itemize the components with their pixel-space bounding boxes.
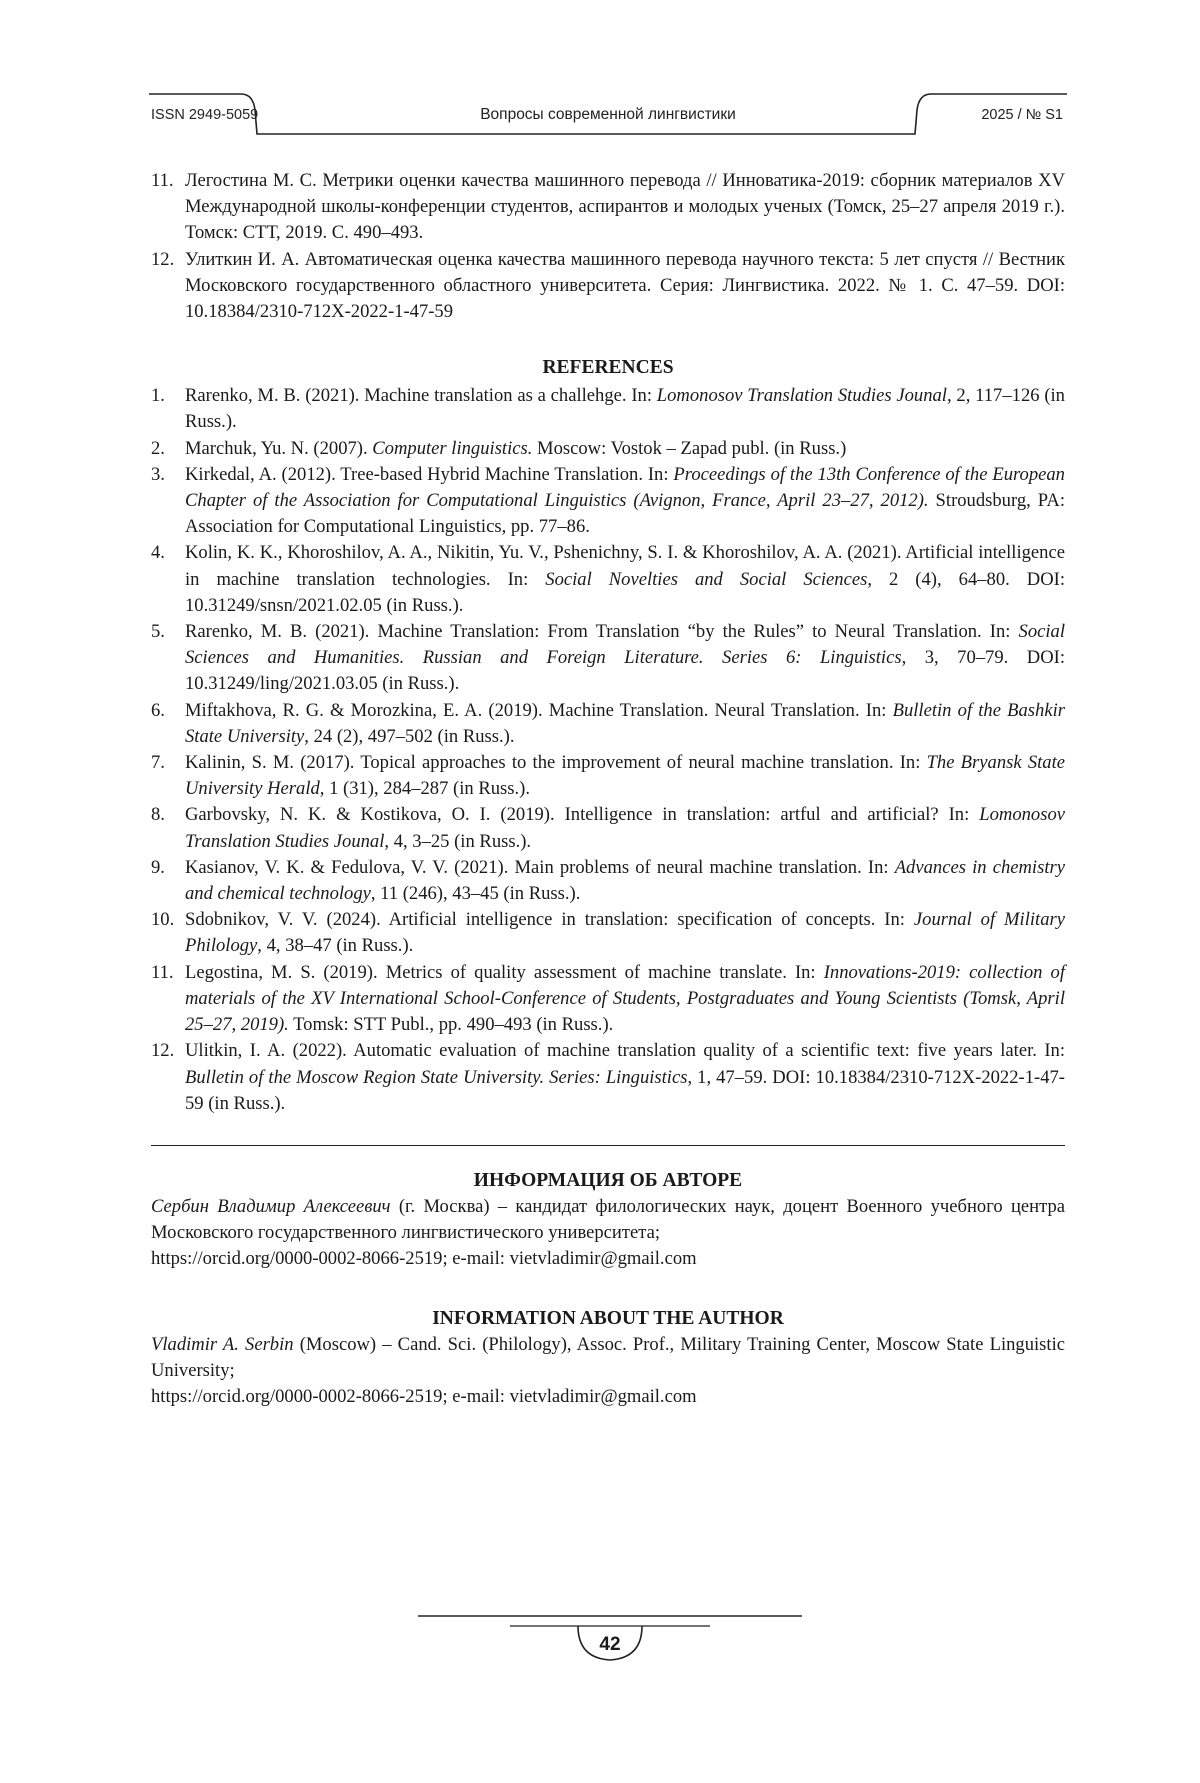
author-info-ru [151,1168,1065,1273]
list-item [151,960,1065,1039]
ref-details: , 2 (4), 64–80. DOI: 10.31249/snsn/2021.02.05 (in Russ.). [185,568,1065,616]
ref-number: 2. [151,437,165,459]
ref-text: Garbovsky, N. K. & Kostikova, O. I. (2019). Intelligence in translation: artful and artificial? In: [185,804,980,826]
ref-number: 6. [151,699,165,721]
issn: ISSN 2949-5059 [151,107,259,123]
ref-text: Kasianov, V. K. & Fedulova, V. V. (2021). Main problems of neural machine translation. In: [185,856,895,878]
ref-source-title: Social Sciences and Humanities. Russian and Foreign Literature. Series 6: Linguistics [185,621,1065,669]
list-item [151,750,1065,802]
ref-details: , 3, 70–79. DOI: 10.31249/ling/2021.03.05 (in Russ.). [185,647,1065,695]
author-info-en-heading: INFORMATION ABOUT THE AUTHOR [432,1308,784,1329]
author-info-ru-heading: ИНФОРМАЦИЯ ОБ АВТОРЕ [473,1170,743,1191]
author-name-ru: Сербин Владимир Алексеевич [151,1196,391,1217]
ref-text: Kolin, K. K., Khoroshilov, A. A., Nikitin, Yu. V., Pshenichny, S. I. & Khoroshilov, A. A. (2021). Artificial intelligence in machine translation technologies. In: [185,542,1065,590]
author-contacts-ru: https://orcid.org/0000-0002-8066-2519; e-mail: vietvladimir@gmail.com [151,1248,697,1270]
ref-source-title: Advances in chemistry and chemical technology [185,856,1065,905]
author-info-ru-body [151,1194,1065,1246]
page-footer [418,1614,802,1674]
list-item [151,540,1065,619]
ref-text: Легостина М. С. Метрики оценки качества машинного перевода // Инноватика-2019: сборник материалов XV Международной школы-конференции студентов, аспирантов и молодых ученых (Томск, 25–27 апреля 2019 г.). Томск: СТТ, 2019. С. 490–493. [185,170,1065,244]
ref-number: 8. [151,804,165,826]
ref-text: Legostina, M. S. (2019). Metrics of quality assessment of machine translate. In: [185,961,824,983]
list-item [151,619,1065,698]
list-item [151,907,1065,959]
ref-text: Rarenko, M. B. (2021). Machine Translation: From Translation “by the Rules” to Neural Translation. In: [185,621,1019,643]
page-number: 42 [599,1634,621,1655]
russian-reference-list [151,168,1065,325]
list-item [151,855,1065,907]
ref-details: , 11 (246), 43–45 (in Russ.). [370,883,581,905]
ref-number: 7. [151,752,165,774]
list-item [151,383,1065,435]
ref-text: Kalinin, S. M. (2017). Topical approaches to the improvement of neural machine translation. In: [185,752,927,774]
ref-details: , 2, 117–126 (in Russ.). [185,385,1065,433]
ref-details: Stroudsburg, PA: Association for Computational Linguistics, pp. 77–86. [185,490,1065,538]
ref-details: Moscow: Vostok – Zapad publ. (in Russ.) [532,437,847,459]
ref-number: 1. [151,385,165,407]
ref-details: , 24 (2), 497–502 (in Russ.). [304,725,515,747]
author-contacts-en: https://orcid.org/0000-0002-8066-2519; e-mail: vietvladimir@gmail.com [151,1386,697,1408]
ref-details: , 1 (31), 284–287 (in Russ.). [319,778,530,800]
ref-source-title: Computer linguistics. [372,437,533,459]
list-item [151,168,1065,247]
ref-text: Sdobnikov, V. V. (2024). Artificial intelligence in translation: specification of concepts. In: [185,909,914,931]
issue-number: 2025 / № S1 [981,107,1063,123]
section-divider [151,1145,1065,1146]
ref-number: 5. [151,621,165,643]
english-reference-list [151,383,1065,1117]
ref-details: Tomsk: STT Publ., pp. 490–493 (in Russ.). [288,1014,614,1036]
ref-source-title: Lomonosov Translation Studies Jounal [656,385,947,407]
ref-number: 10. [151,909,175,931]
author-desc-ru: (г. Москва) – кандидат филологических наук, доцент Военного учебного центра Московского государственного лингвистического университета; [151,1196,1065,1244]
ref-source-title: Social Novelties and Social Sciences [545,568,868,590]
ref-number: 3. [151,463,165,485]
references-heading: REFERENCES [542,357,674,379]
ref-text: Улиткин И. А. Автоматическая оценка качества машинного перевода научного текста: 5 лет спустя // Вестник Московского государственного областного университета. Серия: Лингвистика. 2022. № 1. С. 47–59. DOI: 10.18384/2310-712X-2022-1-47-59 [185,248,1065,323]
ref-source-title: Bulletin of the Bashkir State University [185,699,1065,747]
author-desc-en: (Moscow) – Cand. Sci. (Philology), Assoc. Prof., Military Training Center, Moscow State Linguistic University; [151,1334,1065,1382]
list-item [151,1038,1065,1117]
running-header [149,88,1067,138]
ref-source-title: Innovations-2019: collection of materials of the XV International School-Conference of Students, Postgraduates and Young Scientists (Tomsk, April 25–27, 2019). [185,961,1066,1036]
ref-number: 11. [151,961,174,983]
page-content [151,168,1065,1117]
list-item [151,436,1065,462]
author-info-en [151,1306,1065,1411]
ref-number: 12. [151,1040,175,1062]
ref-text: Marchuk, Yu. N. (2007). [185,437,373,459]
ref-number: 11. [151,170,174,191]
ref-source-title: The Bryansk State University Herald [185,752,1065,800]
ref-text: Miftakhova, R. G. & Morozkina, E. A. (2019). Machine Translation. Neural Translation. In: [185,699,893,721]
list-item [151,802,1065,854]
ref-source-title: Proceedings of the 13th Conference of the European Chapter of the Association for Computational Linguistics (Avignon, France, April 23–27, 2012). [185,463,1065,512]
ref-source-title: Journal of Military Philology [185,909,1065,957]
ref-source-title: Bulletin of the Moscow Region State University. Series: Linguistics [185,1066,688,1088]
ref-details: , 1, 47–59. DOI: 10.18384/2310-712X-2022-1-47-59 (in Russ.). [185,1066,1065,1114]
ref-number: 9. [151,856,165,878]
ref-text: Ulitkin, I. A. (2022). Automatic evaluation of machine translation quality of a scientific text: five years later. In: [185,1040,1065,1062]
ref-details: , 4, 38–47 (in Russ.). [257,935,414,957]
list-item [151,462,1065,541]
list-item [151,247,1065,326]
ref-text: Rarenko, M. B. (2021). Machine translation as a challehge. In: [185,385,657,407]
author-name-en: Vladimir A. Serbin [151,1334,294,1355]
ref-text: Kirkedal, A. (2012). Tree-based Hybrid Machine Translation. In: [185,463,674,485]
ref-number: 12. [151,248,175,270]
journal-title: Вопросы современной лингвистики [480,106,736,123]
ref-number: 4. [151,542,165,564]
ref-details: , 4, 3–25 (in Russ.). [384,830,532,852]
list-item [151,698,1065,750]
author-info-en-body [151,1332,1065,1384]
ref-source-title: Lomonosov Translation Studies Jounal [185,804,1065,852]
